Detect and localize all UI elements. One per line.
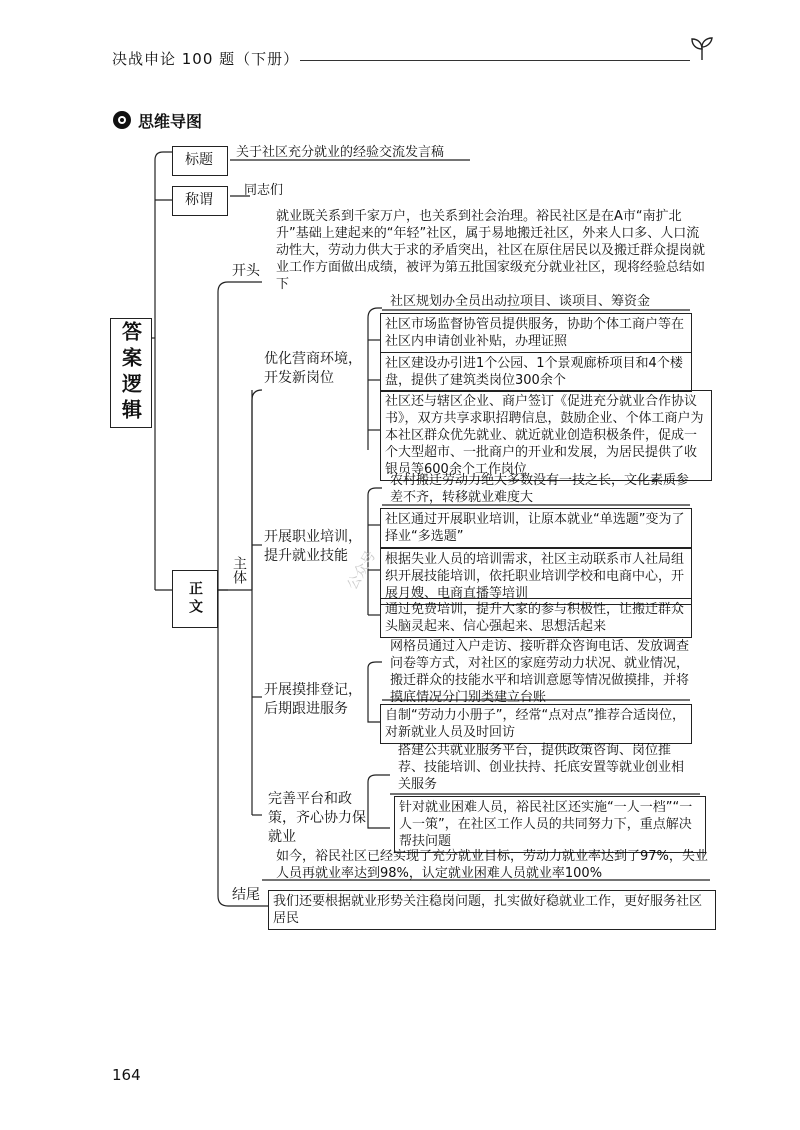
branch-1-item-2: 社区市场监督协管员提供服务，协助个体工商户等在社区内申请创业补贴，办理证照 — [380, 313, 692, 353]
branch-1-item-3: 社区建设办引进1个公园、1个景观廊桥项目和4个楼盘，提供了建筑类岗位300余个 — [380, 352, 692, 392]
branch-3-item-2: 自制“劳动力小册子”，经常“点对点”推荐合适岗位，对新就业人员及时回访 — [380, 704, 692, 744]
section-title: 思维导图 — [138, 112, 203, 131]
branch-3-item-1: 网格员通过入户走访、接听群众咨询电话、发放调查问卷等方式，对社区的家庭劳动力状况、就业情况，搬迁群众的技能水平和培训意愿等情况做摸排，并将摸底情况分门别类建立台账 — [390, 639, 690, 705]
address-node-label: 称谓 — [185, 192, 213, 208]
ending-item-2: 我们还要根据就业形势关注稳岗问题，扎实做好稳就业工作，更好服务社区居民 — [268, 890, 716, 930]
branch-1-label: 优化营商环境，开发新岗位 — [264, 351, 362, 386]
body-node — [172, 570, 218, 628]
opening-label: 开头 — [232, 263, 260, 279]
branch-2-label: 开展职业培训，提升就业技能 — [264, 529, 362, 564]
title-node-text: 关于社区充分就业的经验交流发言稿 — [236, 145, 445, 160]
branch-2-item-3: 根据失业人员的培训需求，社区主动联系市人社局组织开展技能培训，依托职业培训学校和电商中心，开展月嫂、电商直播等培训 — [380, 548, 692, 605]
ending-item-1: 如今，裕民社区已经实现了充分就业目标，劳动力就业率达到了97%，失业人员再就业率达到98%，认定就业困难人员就业率100% — [276, 849, 708, 881]
opening-text: 就业既关系到千家万户，也关系到社会治理。裕民社区是在A市“南扩北升”基础上建起来的“年轻”社区，属于易地搬迁社区，外来人口多、人口流动性大，劳动力供大于求的矛盾突出，社区在原住居民以及搬迁群众提岗就业工作方面做出成绩，被评为第五批国家级充分就业社区，现将经验总结如下 — [276, 209, 706, 292]
root-label: 答案逻辑 — [118, 321, 143, 425]
running-header: 决战申论 100 题（下册） — [112, 50, 300, 68]
address-node — [172, 186, 228, 216]
main-label: 主体 — [231, 556, 247, 584]
page-number: 164 — [112, 1066, 141, 1084]
title-node — [172, 146, 228, 176]
address-node-text: 同志们 — [244, 183, 284, 198]
body-node-label: 正文 — [187, 581, 203, 617]
root-node — [110, 318, 152, 428]
branch-1-item-1: 社区规划办全员出动拉项目、谈项目、筹资金 — [390, 294, 651, 309]
ending-label: 结尾 — [232, 887, 260, 903]
title-node-label: 标题 — [185, 152, 213, 168]
branch-4-item-1: 搭建公共就业服务平台，提供政策咨询、岗位推荐、技能培训、创业扶持、托底安置等就业创业相关服务 — [398, 743, 685, 792]
branch-4-label: 完善平台和政策，齐心协力保就业 — [268, 791, 366, 845]
branch-3-label: 开展摸排登记，后期跟进服务 — [264, 682, 362, 717]
branch-2-item-2: 社区通过开展职业培训，让原本就业“单选题”变为了择业“多选题” — [380, 508, 692, 548]
branch-1-item-4: 社区还与辖区企业、商户签订《促进充分就业合作协议书》，双方共享求职招聘信息，鼓励企业、个体工商户为本社区群众优先就业、就近就业创造积极条件，促成一个大型超市、一批商户的开业和发展，为居民提供了收银员等600余个工作岗位 — [380, 390, 712, 481]
branch-2-item-1: 农村搬迁劳动力绝大多数没有一技之长，文化素质参差不齐，转移就业难度大 — [390, 473, 690, 505]
branch-4-item-2: 针对就业困难人员，裕民社区还实施“一人一档”“一人一策”，在社区工作人员的共同努力下，重点解决帮扶问题 — [394, 796, 706, 853]
watermark: 公众号 — [344, 548, 380, 593]
branch-2-item-4: 通过免费培训，提升大家的参与积极性，让搬迁群众头脑灵起来、信心强起来、思想活起来 — [380, 598, 692, 638]
